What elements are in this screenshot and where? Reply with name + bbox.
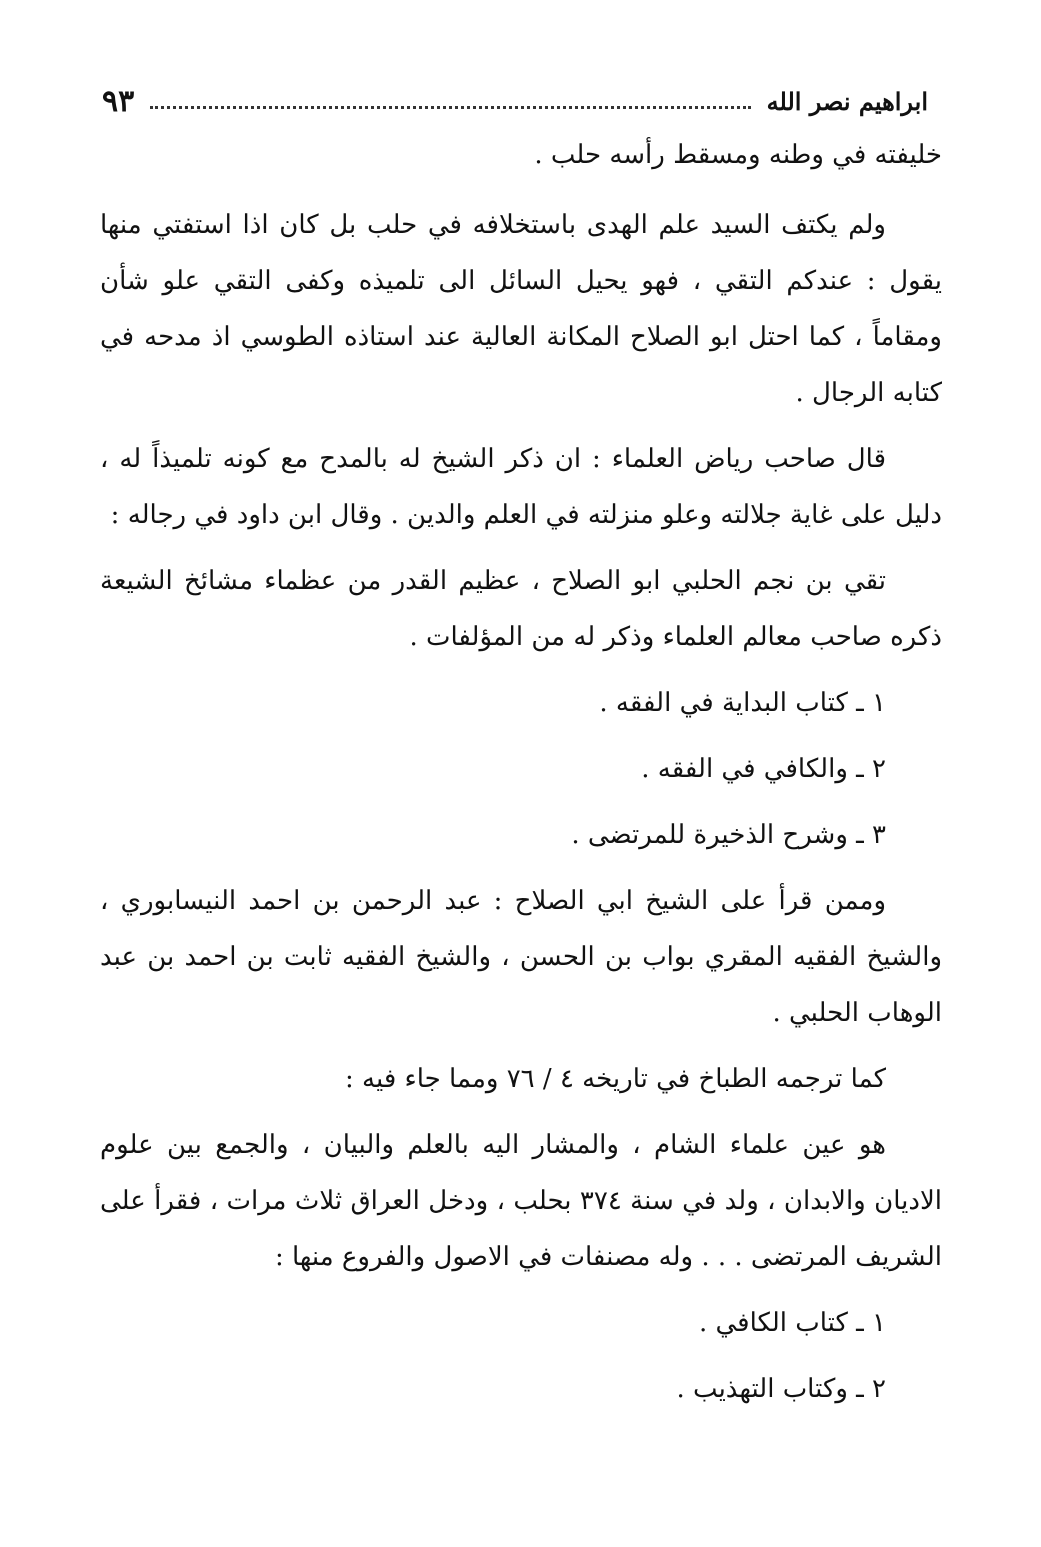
paragraph: ولم يكتف السيد علم الهدى باستخلافه في حلب بل كان اذا استفتي منها يقول : عندكم التقي ، فهو يحيل السائل الى تلميذه وكفى التقي علو شأن ومقاماً ، كما احتل ابو الصلاح المكانة العالية عند استاذه الطوسي اذ مدحه في كتابه الرجال . bbox=[100, 210, 942, 408]
paragraph: وممن قرأ على الشيخ ابي الصلاح : عبد الرحمن بن احمد النيسابوري ، والشيخ الفقيه المقري بواب بن الحسن ، والشيخ الفقيه ثابت بن احمد بن عبد الوهاب الحلبي . bbox=[100, 886, 942, 1028]
paragraph: هو عين علماء الشام ، والمشار اليه بالعلم والبيان ، والجمع بين علوم الاديان والابدان ، ولد في سنة ٣٧٤ بحلب ، ودخل العراق ثلاث مرات ، فقرأ على الشريف المرتضى . . . وله مصنفات في الاصول والفروع منها : bbox=[100, 1130, 942, 1272]
page-number: ٩٣ bbox=[102, 83, 135, 119]
list-item: ١ ـ كتاب البداية في الفقه . bbox=[599, 688, 886, 718]
list-item: ٢ ـ وكتاب التهذيب . bbox=[676, 1374, 886, 1404]
book-page bbox=[100, 75, 942, 1515]
body-text bbox=[100, 127, 942, 1417]
paragraph: قال صاحب رياض العلماء : ان ذكر الشيخ له بالمدح مع كونه تلميذاً له ، دليل على غاية جلالته وعلو منزلته في العلم والدين . وقال ابن داود في رجاله : bbox=[100, 444, 942, 530]
paragraph: كما ترجمه الطباخ في تاريخه ٤ / ٧٦ ومما جاء فيه : bbox=[345, 1064, 886, 1094]
paragraph: تقي بن نجم الحلبي ابو الصلاح ، عظيم القدر من عظماء مشائخ الشيعة ذكره صاحب معالم العلماء وذكر له من المؤلفات . bbox=[100, 566, 942, 652]
list-item: ٣ ـ وشرح الذخيرة للمرتضى . bbox=[571, 820, 886, 850]
paragraph: خليفته في وطنه ومسقط رأسه حلب . bbox=[534, 140, 942, 170]
list-item: ١ ـ كتاب الكافي . bbox=[698, 1308, 886, 1338]
list-item: ٢ ـ والكافي في الفقه . bbox=[641, 754, 886, 784]
running-title: ابراهيم نصر الله bbox=[766, 86, 928, 116]
page-header bbox=[100, 75, 942, 127]
dot-leader bbox=[150, 106, 750, 109]
